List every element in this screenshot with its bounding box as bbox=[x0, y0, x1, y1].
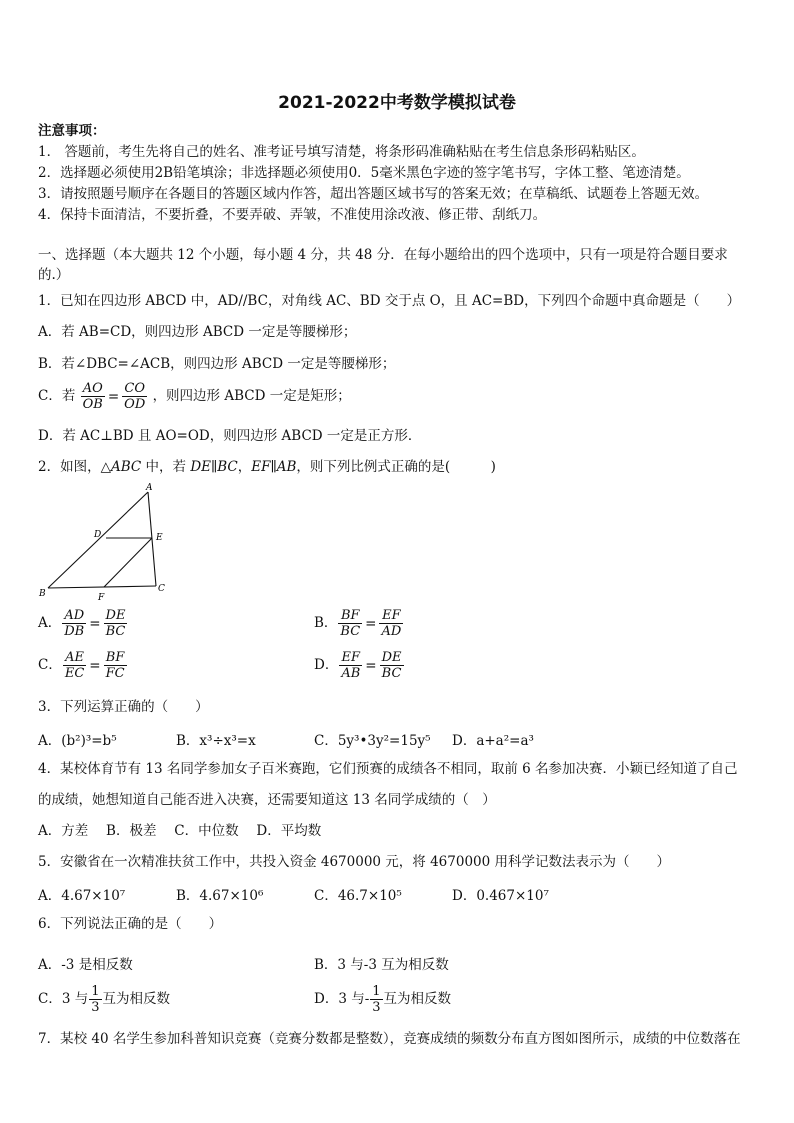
question-6-option-c: C．3 与 $\frac{1}{3}$ 互为相反数 bbox=[38, 984, 170, 1015]
notice-item: 4．保持卡面清洁，不要折叠，不要弄破、弄皱，不准使用涂改液、修正带、刮纸刀。 bbox=[38, 207, 547, 223]
question-6-option-a: A．-3 是相反数 bbox=[38, 957, 133, 973]
question-4-stem: 4．某校体育节有 13 名同学参加女子百米赛跑，它们预赛的成绩各不相同，取前 6 名参加决赛．小颖已经知道了自己 bbox=[38, 761, 738, 777]
side-ab bbox=[48, 492, 148, 588]
question-1-option-c: C．若 $\frac{AO}{OB}$ = $\frac{CO}{OD}$ ，则四边形 ABCD 一定是矩形； bbox=[38, 381, 351, 412]
label-c: C bbox=[158, 584, 165, 594]
option-c-prefix: C．若 bbox=[38, 388, 76, 404]
page-title: 2021-2022中考数学模拟试卷 bbox=[278, 93, 516, 113]
question-2-option-c: C． $\frac{AE}{EC}$ = $\frac{BF}{FC}$ bbox=[38, 650, 125, 681]
question-5-option-b: B．4.67×10⁶ bbox=[176, 888, 264, 904]
question-3-option-b: B．x³÷x³=x bbox=[176, 733, 256, 749]
label-a: A bbox=[146, 483, 153, 493]
question-2-option-b: B． $\frac{BF}{BC}$ = $\frac{EF}{AD}$ bbox=[314, 608, 402, 639]
fraction: $\frac{CO}{OD}$ bbox=[124, 381, 146, 412]
question-6-stem: 6．下列说法正确的是（ ） bbox=[38, 916, 223, 932]
question-1-option-a: A．若 AB=CD，则四边形 ABCD 一定是等腰梯形； bbox=[38, 324, 357, 340]
question-2-stem: 2．如图，△ABC 中，若 DE∥BC，EF∥AB，则下列比例式正确的是( ) bbox=[38, 459, 496, 475]
section-heading-cont: 的.） bbox=[38, 267, 70, 283]
notice-heading: 注意事项： bbox=[38, 123, 106, 139]
question-7-stem: 7．某校 40 名学生参加科普知识竞赛（竞赛分数都是整数），竞赛成绩的频数分布直方图如图所示，成绩的中位数落在 bbox=[38, 1031, 741, 1047]
label-d: D bbox=[94, 530, 102, 540]
question-2-option-a: A． $\frac{AD}{DB}$ = $\frac{DE}{BC}$ bbox=[38, 608, 126, 639]
question-3-option-a: A．(b²)³=b⁵ bbox=[38, 733, 117, 749]
question-3-stem: 3．下列运算正确的（ ） bbox=[38, 699, 209, 715]
question-1-option-d: D．若 AC⊥BD 且 AO=OD，则四边形 ABCD 一定是正方形． bbox=[38, 428, 422, 444]
question-3-option-d: D．a+a²=a³ bbox=[452, 733, 534, 749]
option-c-suffix: ，则四边形 ABCD 一定是矩形； bbox=[152, 388, 351, 404]
side-ac bbox=[148, 492, 156, 586]
segment-ef bbox=[104, 538, 152, 587]
question-1-stem: 1．已知在四边形 ABCD 中，AD//BC，对角线 AC、BD 交于点 O，且 AC=BD，下列四个命题中真命题是（ ） bbox=[38, 293, 741, 309]
question-6-option-d: D．3 与- $\frac{1}{3}$ 互为相反数 bbox=[314, 984, 452, 1015]
question-5-option-d: D．0.467×10⁷ bbox=[452, 888, 549, 904]
fraction: $\frac{AO}{OB}$ bbox=[82, 381, 103, 412]
question-4-stem-cont: 的成绩，她想知道自己能否进入决赛，还需要知道这 13 名同学成绩的（ ） bbox=[38, 792, 496, 808]
label-f: F bbox=[98, 593, 105, 603]
question-1-option-b: B．若∠DBC=∠ACB，则四边形 ABCD 一定是等腰梯形； bbox=[38, 356, 396, 372]
question-4-options: A．方差 B．极差 C．中位数 D．平均数 bbox=[38, 823, 322, 839]
label-e: E bbox=[156, 533, 163, 543]
question-3-option-c: C．5y³•3y²=15y⁵ bbox=[314, 733, 431, 749]
side-bc bbox=[48, 586, 156, 588]
section-heading: 一、选择题（本大题共 12 个小题，每小题 4 分，共 48 分．在每小题给出的四个选项中，只有一项是符合题目要求 bbox=[38, 247, 728, 263]
question-2-option-d: D． $\frac{EF}{AB}$ = $\frac{DE}{BC}$ bbox=[314, 650, 402, 681]
label-b: B bbox=[39, 589, 46, 599]
triangle-figure bbox=[36, 482, 176, 604]
question-5-option-c: C．46.7×10⁵ bbox=[314, 888, 402, 904]
notice-item: 1． 答题前，考生先将自己的姓名、准考证号填写清楚，将条形码准确粘贴在考生信息条形码粘贴区。 bbox=[38, 144, 645, 160]
notice-item: 3．请按照题号顺序在各题目的答题区域内作答，超出答题区域书写的答案无效；在草稿纸、试题卷上答题无效。 bbox=[38, 186, 709, 202]
question-5-option-a: A．4.67×10⁷ bbox=[38, 888, 126, 904]
question-6-option-b: B．3 与-3 互为相反数 bbox=[314, 957, 449, 973]
question-5-stem: 5．安徽省在一次精准扶贫工作中，共投入资金 4670000 元，将 4670000 用科学记数法表示为（ ） bbox=[38, 854, 671, 870]
notice-item: 2．选择题必须使用2B铅笔填涂；非选择题必须使用0．5毫米黑色字迹的签字笔书写，字体工整、笔迹清楚。 bbox=[38, 165, 690, 181]
